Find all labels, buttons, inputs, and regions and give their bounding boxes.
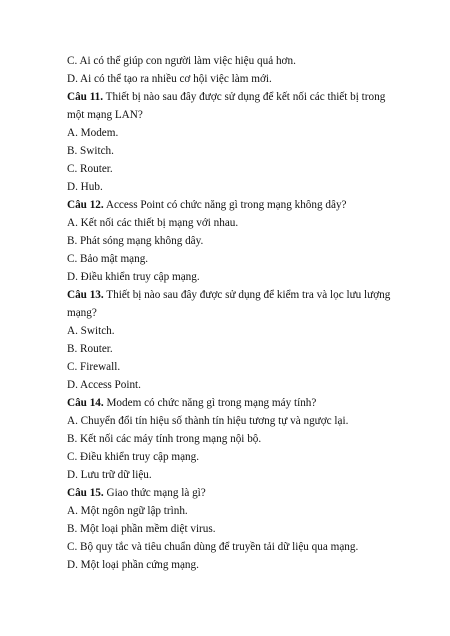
question-number: Câu 11. <box>67 91 104 103</box>
question-text: Access Point có chức năng gì trong mạng không dây? <box>103 199 347 211</box>
answer-option <box>67 162 113 176</box>
answer-option <box>67 450 199 464</box>
question-14 <box>67 396 316 410</box>
answer-option <box>67 54 296 68</box>
question-text: Giao thức mạng là gì? <box>103 487 206 499</box>
question-continuation <box>67 306 97 320</box>
answer-option-text: D. Access Point. <box>67 379 141 391</box>
answer-option-text: B. Một loại phần mềm diệt virus. <box>67 523 216 535</box>
question-12 <box>67 198 347 212</box>
answer-option <box>67 216 238 230</box>
answer-option-text: B. Phát sóng mạng không dây. <box>67 235 204 247</box>
question-number: Câu 12. <box>67 199 104 211</box>
answer-option <box>67 252 148 266</box>
answer-option <box>67 360 120 374</box>
answer-option <box>67 432 261 446</box>
question-text: mạng? <box>67 307 97 319</box>
answer-option <box>67 414 348 428</box>
answer-option-text: D. Lưu trữ dữ liệu. <box>67 469 152 481</box>
answer-option-text: A. Switch. <box>67 325 115 337</box>
answer-option <box>67 468 152 482</box>
question-text: Thiết bị nào sau đây được sử dụng để kết nối các thiết bị trong <box>103 91 386 103</box>
answer-option <box>67 558 199 572</box>
answer-option <box>67 342 113 356</box>
answer-option <box>67 270 200 284</box>
question-text: Modem có chức năng gì trong mạng máy tính? <box>103 397 317 409</box>
question-number: Câu 13. <box>67 289 104 301</box>
answer-option-text: D. Một loại phần cứng mạng. <box>67 559 199 571</box>
question-text: Thiết bị nào sau đây được sử dụng để kiểm tra và lọc lưu lượng <box>103 289 391 301</box>
answer-option <box>67 180 103 194</box>
answer-option-text: C. Ai có thể giúp con người làm việc hiệu quả hơn. <box>67 55 296 67</box>
answer-option <box>67 234 203 248</box>
question-13 <box>67 288 390 302</box>
answer-option-text: A. Chuyển đổi tín hiệu số thành tín hiệu tương tự và ngược lại. <box>67 415 349 427</box>
answer-option <box>67 540 358 554</box>
answer-option-text: B. Router. <box>67 343 113 355</box>
question-text: một mạng LAN? <box>67 109 143 121</box>
answer-option <box>67 72 272 86</box>
answer-option-text: A. Modem. <box>67 127 119 139</box>
answer-option <box>67 126 118 140</box>
answer-option-text: D. Ai có thể tạo ra nhiều cơ hội việc làm mới. <box>67 73 272 85</box>
answer-option-text: C. Bộ quy tắc và tiêu chuẩn dùng để truyền tải dữ liệu qua mạng. <box>67 541 359 553</box>
answer-option-text: A. Một ngôn ngữ lập trình. <box>67 505 188 517</box>
answer-option <box>67 144 114 158</box>
answer-option-text: D. Điều khiển truy cập mạng. <box>67 271 200 283</box>
answer-option-text: D. Hub. <box>67 181 103 193</box>
answer-option-text: C. Firewall. <box>67 361 121 373</box>
answer-option <box>67 378 141 392</box>
answer-option <box>67 504 188 518</box>
answer-option-text: C. Router. <box>67 163 113 175</box>
answer-option-text: A. Kết nối các thiết bị mạng với nhau. <box>67 217 239 229</box>
question-15 <box>67 486 206 500</box>
question-continuation <box>67 108 143 122</box>
question-11 <box>67 90 385 104</box>
question-number: Câu 15. <box>67 487 104 499</box>
question-number: Câu 14. <box>67 397 104 409</box>
answer-option-text: C. Điều khiển truy cập mạng. <box>67 451 200 463</box>
answer-option <box>67 324 115 338</box>
answer-option-text: B. Switch. <box>67 145 114 157</box>
answer-option-text: C. Bảo mật mạng. <box>67 253 149 265</box>
answer-option-text: B. Kết nối các máy tính trong mạng nội bộ. <box>67 433 262 445</box>
answer-option <box>67 522 216 536</box>
